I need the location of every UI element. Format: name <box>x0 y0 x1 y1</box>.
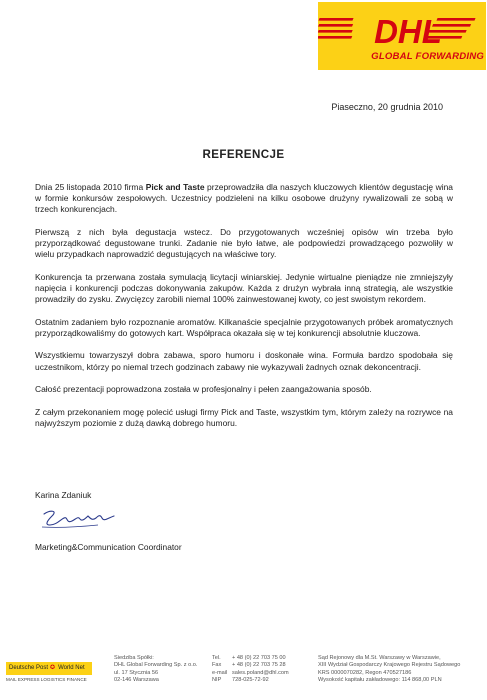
deutsche-post-badge <box>6 662 92 675</box>
paragraph-text: Konkurencja ta przerwana została symulacją licytacji winiarskiej. Jedynie wirtualne pieniądze nie zmniejszyły napięcia i konkurencji podczas dokonywania zakupów. Każda z drużyn wybrała inną strategią, ale wszystkie prowadziły do zysku. Zwycięzcy zarobili niemal 100% zainwestowanej kwoty, co jest swoistym rekordem. <box>35 271 453 305</box>
letter-paragraph <box>35 272 453 306</box>
dhl-logo <box>318 2 486 70</box>
footer-contact-values <box>232 655 289 684</box>
footer-contact-label: Tel. <box>212 655 221 661</box>
letter-paragraph <box>35 317 453 339</box>
paragraph-text: Wszystkiemu towarzyszył dobra zabawa, sporo humoru i doskonałe wina. Formuła bardzo spodobała się uczestnikom, którzy po niemal trzech godzinach zabawy nie wykazywali żadnych oznak dekoncentracji. <box>35 350 453 372</box>
letter-paragraph <box>35 350 453 372</box>
paragraph-text: przeprowadziła dla naszych kluczowych klientów degustację wina w formie konkursów zespołowych. Uczestnicy podzieleni na kilku osobowe drużyny rywalizowali ze sobą w trzech konkurencjach. <box>35 182 453 215</box>
footer-address-line: Siedziba Spółki: <box>114 655 154 661</box>
footer-address-line: DHL Global Forwarding Sp. z o.o. <box>114 662 198 669</box>
letter-paragraph <box>35 384 453 395</box>
paragraph-text: Dnia 25 listopada 2010 firma <box>35 182 146 192</box>
letter-title: REFERENCJE <box>202 148 285 161</box>
footer-contact-labels <box>212 655 227 684</box>
dhl-logo-text: DHL <box>374 13 442 50</box>
logo-subtitle: GLOBAL FORWARDING <box>371 51 484 62</box>
footer-registry-line: KRS 0000070282, Regon 470527186 <box>318 669 412 676</box>
handwritten-signature <box>38 506 120 532</box>
paragraph-text: Ostatnim zadaniem było rozpoznanie aromatów. Kilkanaście specjalnie przygotowanych próbek aromatycznych przyporządkowaliśmy do gotowych kart. Współpraca okazała się w tej konkurencji absolutnie kluczowa. <box>35 316 453 338</box>
deutsche-post-logo <box>6 662 96 686</box>
paragraph-text: Pierwszą z nich była degustacja wstecz. Do przygotowanych wcześniej opisów win trzeba było przyporządkować degustowane trunki. Zadanie nie było łatwe, ale podpowiedzi prowadzącego pozwoliły w wielu przypadkach naprowadzić degustujących na właściwe tory. <box>35 226 453 260</box>
letter-paragraph <box>35 182 453 216</box>
footer-contact-label: NIP <box>212 676 222 683</box>
letter-paragraph <box>35 407 453 429</box>
company-name: Pick and Taste <box>145 182 205 192</box>
letter-paragraph <box>35 227 453 261</box>
footer-contact-label: e-mail <box>212 669 228 676</box>
signer-name: Karina Zdaniuk <box>35 490 92 500</box>
footer-registry <box>318 655 460 684</box>
footer-address-line: ul. 17 Stycznia 56 <box>114 669 159 676</box>
deutsche-post-tagline: MAIL EXPRESS LOGISTICS FINANCE <box>6 677 87 682</box>
footer-address-line: 02-146 Warszawa <box>114 676 159 683</box>
footer-registry-line: XIII Wydział Gospodarczy Krajowego Rejestru Sądowego <box>318 662 461 669</box>
footer-contact-label: Fax <box>212 662 222 669</box>
footer-contact-value: + 48 (0) 22 703 75 00 <box>232 655 286 661</box>
signer-role: Marketing&Communication Coordinator <box>35 542 182 552</box>
letter-date: Piaseczno, 20 grudnia 2010 <box>331 102 443 112</box>
world-net-name: World Net <box>58 665 85 671</box>
paragraph-text: Całość prezentacji poprowadzona została w profesjonalny i pełen zaangażowania sposób. <box>35 384 372 395</box>
footer-contact-value: + 48 (0) 22 703 75 28 <box>232 662 286 669</box>
footer-address <box>114 655 197 684</box>
letter-body <box>35 182 453 440</box>
footer-registry-line: Sąd Rejonowy dla M.St. Warszawy w Warszawie, <box>318 655 441 661</box>
paragraph-text: Z całym przekonaniem mogę polecić usługi firmy Pick and Taste, wszystkim tym, którym zależy na rozrywce na najwyższym poziomie z dużą dawką dobrego humoru. <box>35 406 453 428</box>
footer-contact-value: sales.poland@dhl.com <box>232 669 289 676</box>
footer-registry-line: Wysokość kapitału zakładowego: 114 868,00 PLN <box>318 676 442 683</box>
footer-contact-value: 728-025-72-92 <box>232 676 269 683</box>
deutsche-post-name: Deutsche Post <box>9 665 49 671</box>
post-horn-icon: ✪ <box>50 665 56 671</box>
